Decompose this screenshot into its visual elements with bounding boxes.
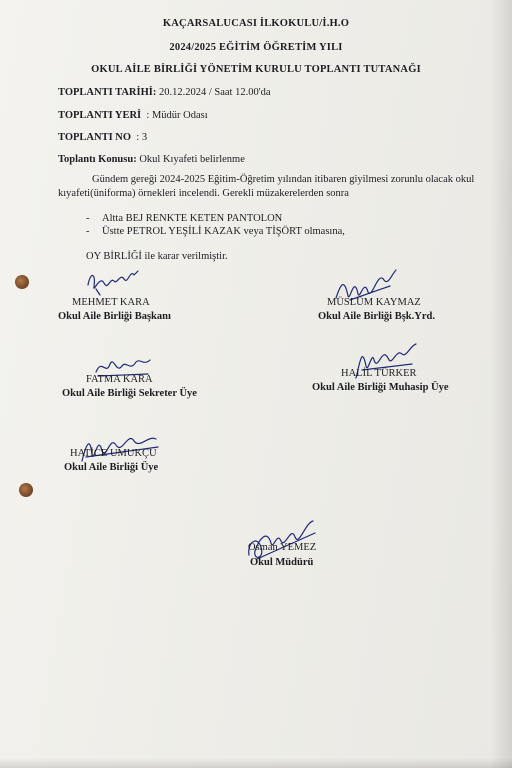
meeting-place-value: : Müdür Odası	[141, 110, 208, 121]
academic-year: 2024/2025 EĞİTİM ÖĞRETİM YILI	[169, 42, 343, 53]
signer-title: Okul Aile Birliği Sekreter Üye	[62, 388, 197, 399]
school-name: KAÇARSALUCASI İLKOKULU/İ.H.O	[162, 18, 350, 29]
bullet-dash: -	[86, 213, 90, 224]
page-bottom-edge	[0, 758, 512, 768]
meeting-topic-value: Okul Kıyafeti belirlenme	[136, 154, 245, 165]
meeting-place-label: TOPLANTI YERİ	[58, 110, 142, 121]
meeting-number-value: : 3	[131, 132, 148, 143]
signer-name: HATİCE UMUKÇU	[70, 448, 157, 459]
page-shadow	[490, 0, 512, 768]
meeting-number-label: TOPLANTI NO	[58, 132, 132, 143]
signer-name: Osman YEMEZ	[248, 542, 317, 553]
decision-item	[86, 213, 282, 224]
signer-name: MÜSLÜM KAYMAZ	[327, 297, 421, 308]
meeting-date	[58, 87, 271, 98]
meeting-topic-label: Toplantı Konusu:	[58, 154, 137, 165]
signature-scribble	[84, 265, 144, 299]
meeting-place	[58, 110, 208, 121]
meeting-topic	[58, 154, 245, 165]
signer-name: HALİL TÜRKER	[341, 368, 417, 379]
meeting-number	[58, 132, 147, 143]
signer-title: Okul Aile Birliği Başkanı	[58, 311, 171, 322]
signer-title: Okul Aile Birliği Muhasip Üye	[312, 382, 449, 393]
signature-scribble	[76, 425, 162, 467]
meeting-date-value: 20.12.2024 / Saat 12.00'da	[156, 87, 271, 98]
signer-title: Okul Aile Birliği Bşk.Yrd.	[318, 311, 435, 322]
decision-item	[86, 226, 345, 237]
agenda-paragraph: Gündem gereği 2024-2025 Eğitim-Öğretim yılından itibaren giyilmesi zorunlu olacak okul kıyafeti(üniforma) örnekleri incelendi. Gerekli müzakerelerden sonra	[58, 174, 475, 199]
decision-statement: OY BİRLİĞİ ile karar verilmiştir.	[86, 251, 228, 262]
signer-name: FATMA KARA	[86, 374, 153, 385]
punch-hole-top	[15, 275, 29, 289]
decision-item-text: Üstte PETROL YEŞİLİ KAZAK veya TİŞÖRT olmasına,	[102, 226, 345, 237]
document-title: OKUL AİLE BİRLİĞİ YÖNETİM KURULU TOPLANTI TUTANAĞI	[91, 64, 421, 75]
signer-title: Okul Aile Birliği Üye	[64, 462, 159, 473]
bullet-dash: -	[86, 226, 90, 237]
signer-title: Okul Müdürü	[250, 557, 314, 568]
punch-hole-bottom	[19, 483, 33, 497]
decision-item-text: Altta BEJ RENKTE KETEN PANTOLON	[102, 213, 283, 224]
meeting-date-label: TOPLANTI TARİHİ:	[58, 87, 157, 98]
signer-name: MEHMET KARA	[72, 297, 150, 308]
